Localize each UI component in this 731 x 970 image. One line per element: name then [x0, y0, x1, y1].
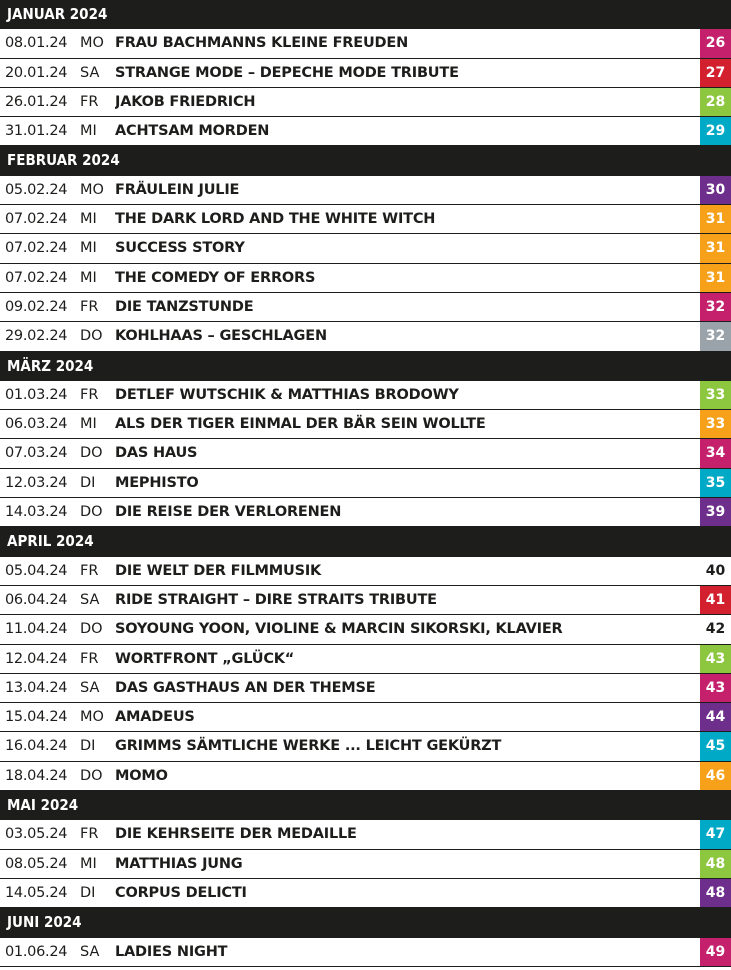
page-number-badge: 46 — [700, 762, 731, 790]
event-title: DAS HAUS — [115, 445, 198, 462]
event-row — [0, 586, 731, 615]
event-weekday: FR — [80, 650, 99, 667]
event-date: 08.05.24 — [5, 855, 68, 872]
page-number-badge: 47 — [700, 820, 731, 848]
event-date: 07.02.24 — [5, 211, 68, 228]
event-weekday: MI — [80, 240, 97, 257]
page-number-badge: 32 — [700, 322, 731, 350]
event-title: CORPUS DELICTI — [115, 884, 247, 901]
event-weekday: DI — [80, 474, 96, 491]
event-date: 11.04.24 — [5, 621, 68, 638]
event-title: WORTFRONT „GLÜCK“ — [115, 650, 295, 667]
event-title: GRIMMS SÄMTLICHE WERKE ... LEICHT GEKÜRZT — [115, 738, 502, 755]
event-weekday: SA — [80, 679, 100, 696]
event-row — [0, 820, 731, 849]
page-number-badge: 41 — [700, 586, 731, 614]
event-date: 07.02.24 — [5, 240, 68, 257]
month-header: FEBRUAR 2024 — [0, 146, 731, 175]
event-weekday: FR — [80, 298, 99, 315]
page-number-badge: 28 — [700, 88, 731, 116]
event-date: 20.01.24 — [5, 64, 68, 81]
event-date: 06.04.24 — [5, 591, 68, 608]
event-weekday: FR — [80, 826, 99, 843]
event-row — [0, 674, 731, 703]
event-title: FRÄULEIN JULIE — [115, 181, 240, 198]
page-number-badge: 29 — [700, 117, 731, 145]
page-number-badge: 35 — [700, 469, 731, 497]
event-title: SOYOUNG YOON, VIOLINE & MARCIN SIKORSKI, KLAVIER — [115, 621, 563, 638]
event-row — [0, 762, 731, 791]
event-weekday: FR — [80, 93, 99, 110]
event-date: 08.01.24 — [5, 35, 68, 52]
event-title: DIE KEHRSEITE DER MEDAILLE — [115, 826, 357, 843]
event-date: 05.02.24 — [5, 181, 68, 198]
event-title: LADIES NIGHT — [115, 943, 228, 960]
page-number-badge: 33 — [700, 381, 731, 409]
event-row — [0, 176, 731, 205]
event-row — [0, 557, 731, 586]
event-title: MOMO — [115, 767, 168, 784]
event-weekday: FR — [80, 386, 99, 403]
event-weekday: SA — [80, 591, 100, 608]
event-row — [0, 469, 731, 498]
event-title: THE COMEDY OF ERRORS — [115, 269, 316, 286]
event-row — [0, 703, 731, 732]
event-row — [0, 615, 731, 644]
event-date: 07.03.24 — [5, 445, 68, 462]
event-date: 31.01.24 — [5, 123, 68, 140]
event-row — [0, 205, 731, 234]
event-weekday: MI — [80, 269, 97, 286]
event-row — [0, 645, 731, 674]
event-weekday: MI — [80, 416, 97, 433]
event-title: MEPHISTO — [115, 474, 199, 491]
event-row — [0, 322, 731, 351]
event-weekday: SA — [80, 64, 100, 81]
event-weekday: DI — [80, 884, 96, 901]
page-number-badge: 26 — [700, 29, 731, 57]
event-title: DIE REISE DER VERLORENEN — [115, 504, 342, 521]
event-date: 14.05.24 — [5, 884, 68, 901]
event-title: FRAU BACHMANNS KLEINE FREUDEN — [115, 35, 409, 52]
event-row — [0, 293, 731, 322]
event-weekday: DI — [80, 738, 96, 755]
event-date: 16.04.24 — [5, 738, 68, 755]
page-number-badge: 44 — [700, 703, 731, 731]
event-title: ACHTSAM MORDEN — [115, 123, 270, 140]
event-title: DIE WELT DER FILMMUSIK — [115, 562, 322, 579]
page-number-badge: 30 — [700, 176, 731, 204]
event-date: 01.03.24 — [5, 386, 68, 403]
page-number-badge: 43 — [700, 645, 731, 673]
event-weekday: SA — [80, 943, 100, 960]
event-title: AMADEUS — [115, 709, 195, 726]
page-number-badge: 49 — [700, 938, 731, 966]
event-weekday: MI — [80, 123, 97, 140]
page-number-badge: 31 — [700, 234, 731, 262]
page-number-badge: 43 — [700, 674, 731, 702]
event-weekday: DO — [80, 445, 103, 462]
event-title: ALS DER TIGER EINMAL DER BÄR SEIN WOLLTE — [115, 416, 486, 433]
page-number-badge: 34 — [700, 439, 731, 467]
event-weekday: FR — [80, 562, 99, 579]
event-title: MATTHIAS JUNG — [115, 855, 243, 872]
event-row — [0, 234, 731, 263]
page-number-badge: 42 — [705, 621, 726, 638]
event-row — [0, 59, 731, 88]
event-date: 18.04.24 — [5, 767, 68, 784]
event-weekday: DO — [80, 767, 103, 784]
month-header: JANUAR 2024 — [0, 0, 731, 29]
event-row — [0, 439, 731, 468]
event-weekday: MO — [80, 709, 104, 726]
event-weekday: DO — [80, 621, 103, 638]
event-title: DAS GASTHAUS AN DER THEMSE — [115, 679, 376, 696]
event-row — [0, 410, 731, 439]
event-date: 12.03.24 — [5, 474, 68, 491]
event-title: DIE TANZSTUNDE — [115, 298, 254, 315]
event-date: 03.05.24 — [5, 826, 68, 843]
page-number-badge: 39 — [700, 498, 731, 526]
event-title: THE DARK LORD AND THE WHITE WITCH — [115, 211, 436, 228]
page-number-badge: 48 — [700, 850, 731, 878]
event-title: STRANGE MODE – DEPECHE MODE TRIBUTE — [115, 64, 459, 81]
event-weekday: DO — [80, 328, 103, 345]
event-weekday: DO — [80, 504, 103, 521]
page-number-badge: 48 — [700, 879, 731, 907]
event-date: 14.03.24 — [5, 504, 68, 521]
event-row — [0, 381, 731, 410]
event-row — [0, 850, 731, 879]
event-row — [0, 732, 731, 761]
page-number-badge: 31 — [700, 205, 731, 233]
event-row — [0, 938, 731, 967]
event-weekday: MO — [80, 181, 104, 198]
event-date: 09.02.24 — [5, 298, 68, 315]
event-date: 12.04.24 — [5, 650, 68, 667]
event-weekday: MO — [80, 35, 104, 52]
event-title: DETLEF WUTSCHIK & MATTHIAS BRODOWY — [115, 386, 459, 403]
page-number-badge: 27 — [700, 59, 731, 87]
event-date: 29.02.24 — [5, 328, 68, 345]
page-number-badge: 45 — [700, 732, 731, 760]
event-date: 06.03.24 — [5, 416, 68, 433]
event-date: 26.01.24 — [5, 93, 68, 110]
event-row — [0, 117, 731, 146]
event-date: 07.02.24 — [5, 269, 68, 286]
page-number-badge: 40 — [705, 562, 726, 579]
event-title: SUCCESS STORY — [115, 240, 245, 257]
event-title: KOHLHAAS – GESCHLAGEN — [115, 328, 327, 345]
month-header: MAI 2024 — [0, 791, 731, 820]
event-weekday: MI — [80, 211, 97, 228]
event-weekday: MI — [80, 855, 97, 872]
event-row — [0, 88, 731, 117]
page-number-badge: 31 — [700, 264, 731, 292]
month-header: JUNI 2024 — [0, 908, 731, 937]
event-row — [0, 498, 731, 527]
page-number-badge: 32 — [700, 293, 731, 321]
event-date: 15.04.24 — [5, 709, 68, 726]
event-row — [0, 264, 731, 293]
event-row — [0, 29, 731, 58]
event-date: 01.06.24 — [5, 943, 68, 960]
event-date: 05.04.24 — [5, 562, 68, 579]
event-row — [0, 879, 731, 908]
event-date: 13.04.24 — [5, 679, 68, 696]
event-title: JAKOB FRIEDRICH — [115, 93, 256, 110]
month-header: APRIL 2024 — [0, 527, 731, 556]
page-number-badge: 33 — [700, 410, 731, 438]
month-header: MÄRZ 2024 — [0, 352, 731, 381]
event-title: RIDE STRAIGHT – DIRE STRAITS TRIBUTE — [115, 591, 437, 608]
